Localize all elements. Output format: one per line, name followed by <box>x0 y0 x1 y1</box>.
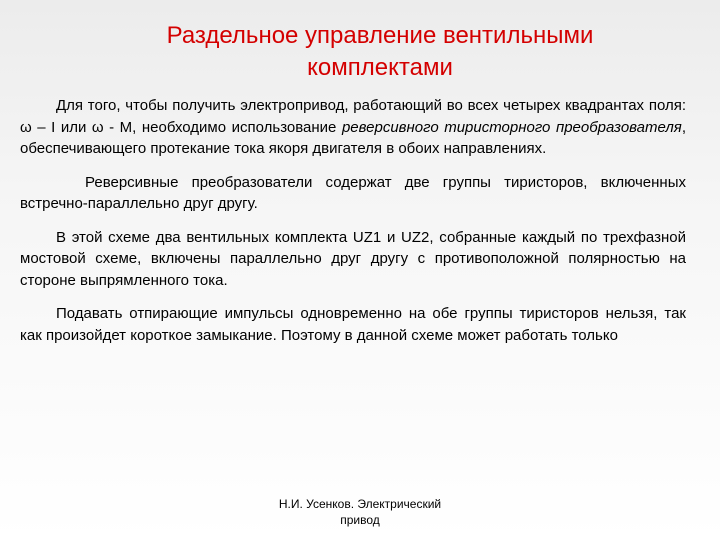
text-run: Подавать отпирающие импульсы одновременно на обе группы тиристоров нельзя, так как произойдет короткое замыкание. Поэтому в данной схеме может работать только <box>20 305 686 344</box>
paragraph-2 <box>20 172 686 215</box>
text-run: В этой схеме два вентильных комплекта UZ1 и UZ2, собранные каждый по трехфазной мостовой схеме, включены параллельно друг другу с противоположной полярностью на стороне выпрямленного тока. <box>20 228 686 289</box>
text-run: Для того, чтобы получить электропривод, работающий во всех четырех квадрантах поля: ω – I или ω - M, необходимо использование <box>20 97 686 136</box>
paragraph-1 <box>20 95 686 160</box>
italic-text-run: реверсивного тиристорного преобразователя <box>341 118 682 136</box>
slide-title <box>80 20 680 84</box>
title-line-1: Раздельное управление вентильными <box>166 22 594 49</box>
paragraph-4 <box>20 303 686 346</box>
slide-footer <box>250 496 470 528</box>
paragraph-3 <box>20 227 686 292</box>
footer-line-2: привод <box>340 513 380 527</box>
slide-body <box>20 95 686 358</box>
footer-line-1: Н.И. Усенков. Электрический <box>278 497 442 511</box>
text-run: Реверсивные преобразователи содержат две группы тиристоров, включенных встречно-параллельно друг другу. <box>20 173 686 212</box>
text-run: , обеспечивающего протекание тока якоря двигателя в обоих направлениях. <box>20 118 686 157</box>
title-line-2: комплектами <box>307 54 453 81</box>
